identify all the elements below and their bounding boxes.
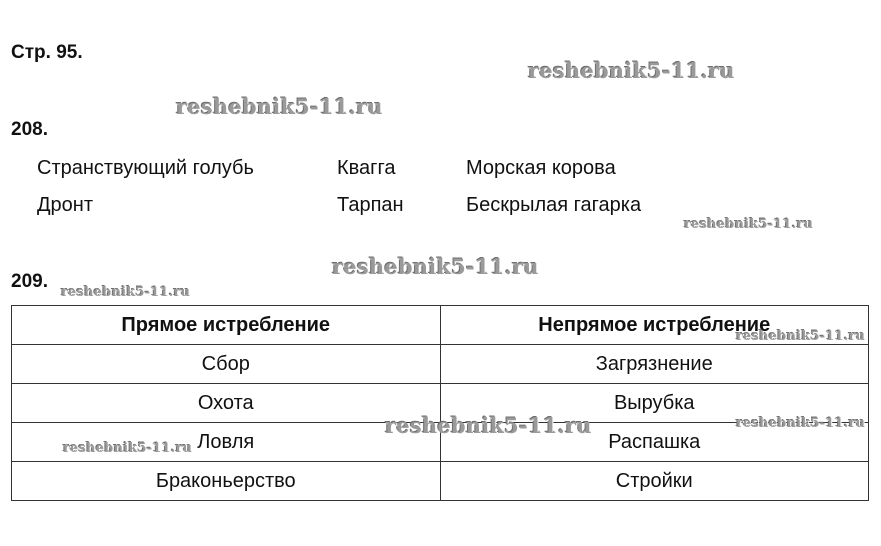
page-label: Стр. 95. [11,42,83,63]
watermark: reshebnik5-11.ru [736,416,866,431]
table-cell: Сбор [12,345,441,384]
animal-sea-cow: Морская корова [466,157,616,179]
animal-tarpan: Тарпан [337,194,404,216]
watermark: reshebnik5-11.ru [176,94,383,119]
animal-great-auk: Бескрылая гагарка [466,194,642,216]
task-209-number: 209. [11,271,48,292]
task-208-number: 208. [11,119,48,140]
animal-quagga: Квагга [337,157,396,179]
watermark: reshebnik5-11.ru [63,441,193,456]
watermark: reshebnik5-11.ru [684,217,814,232]
animal-passenger-pigeon: Странствующий голубь [37,157,254,179]
table-cell: Ловля [12,423,441,462]
table-cell: Вырубка [440,384,869,423]
table-row [12,462,869,501]
table-row [12,345,869,384]
watermark: reshebnik5-11.ru [385,413,592,438]
watermark: reshebnik5-11.ru [61,285,191,300]
table-cell: Браконьерство [12,462,441,501]
table-cell: Стройки [440,462,869,501]
header-indirect: Непрямое истребление [440,306,869,345]
watermark: reshebnik5-11.ru [332,254,539,279]
header-direct: Прямое истребление [12,306,441,345]
table-cell: Загрязнение [440,345,869,384]
watermark: reshebnik5-11.ru [528,58,735,83]
animal-dodo: Дронт [37,194,93,216]
watermark: reshebnik5-11.ru [736,329,866,344]
table-cell: Охота [12,384,441,423]
table-cell: Распашка [440,423,869,462]
